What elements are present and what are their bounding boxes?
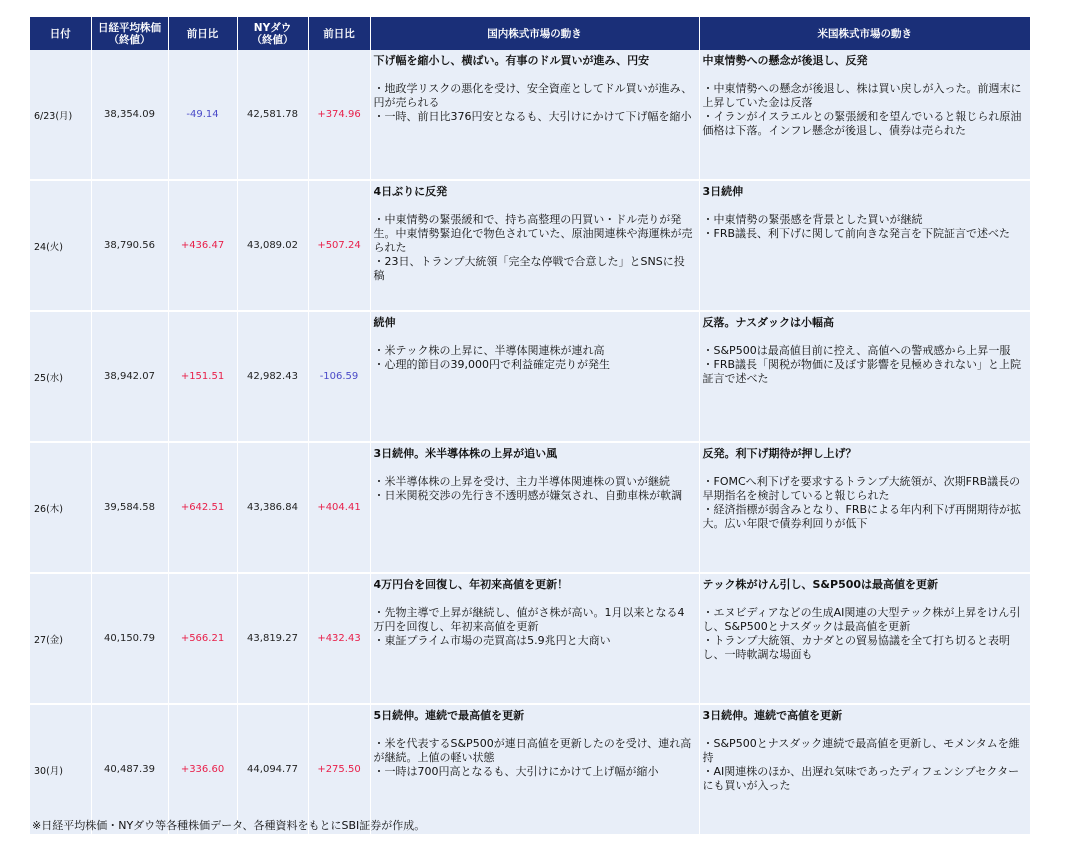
- header-ny: [237, 17, 308, 50]
- nikkei-change-cell: +436.47: [168, 180, 237, 311]
- us-bullet: ・トランプ大統領、カナダとの貿易協議を全て打ち切ると表明し、一時軟調な場面も: [702, 634, 1010, 661]
- table-row: [30, 50, 1030, 180]
- jp-bullet: ・日米関税交渉の先行き不透明感が嫌気され、自動車株が軟調: [373, 489, 683, 502]
- jp-headline: 5日続伸。連続で最高値を更新: [373, 709, 525, 722]
- nikkei-change-cell: +566.21: [168, 573, 237, 704]
- us-headline: 3日続伸: [702, 185, 744, 198]
- nikkei-change-cell: +336.60: [168, 704, 237, 835]
- us-headline: 3日続伸。連続で高値を更新: [702, 709, 843, 722]
- jp-bullet: ・米半導体株の上昇を受け、主力半導体関連株の買いが継続: [373, 475, 671, 488]
- header-nikkei-line2: （終値）: [108, 33, 151, 46]
- nikkei-close-cell: 40,150.79: [91, 573, 168, 704]
- jp-market-cell: [370, 50, 699, 180]
- jp-headline: 下げ幅を縮小し、横ばい。有事のドル買いが進み、円安: [373, 54, 650, 67]
- us-market-cell: [699, 180, 1030, 311]
- jp-market-cell: [370, 180, 699, 311]
- date-cell: 26(木): [30, 442, 91, 573]
- jp-bullet: ・米テック株の上昇に、半導体関連株が連れ高: [373, 344, 605, 357]
- header-us-market: 米国株式市場の動き: [699, 17, 1030, 50]
- table-row: [30, 311, 1030, 442]
- date-cell: 6/23(月): [30, 50, 91, 180]
- us-headline: 反落。ナスダックは小幅高: [702, 316, 835, 329]
- us-bullet: ・AI関連株のほか、出遅れ気味であったディフェンシブセクターにも買いが入った: [702, 765, 1020, 792]
- jp-bullet: ・米を代表するS&P500が連日高値を更新したのを受け、連れ高が継続。上値の軽い状態: [373, 737, 692, 764]
- table-header-row: [30, 17, 1030, 50]
- nikkei-close-cell: 38,942.07: [91, 311, 168, 442]
- jp-headline: 3日続伸。米半導体株の上昇が追い風: [373, 447, 558, 460]
- date-cell: 24(火): [30, 180, 91, 311]
- nikkei-close-cell: 38,790.56: [91, 180, 168, 311]
- ny-change-cell: -106.59: [308, 311, 370, 442]
- footnote: ※日経平均株価・NYダウ等各種株価データ、各種資料をもとにSBI証券が作成。: [32, 819, 426, 832]
- ny-change-cell: +432.43: [308, 573, 370, 704]
- ny-close-cell: 43,089.02: [237, 180, 308, 311]
- us-bullet: ・FRB議長、利下げに関して前向きな発言を下院証言で述べた: [702, 227, 1011, 240]
- table-row: [30, 704, 1030, 835]
- us-bullet: ・中東情勢の緊張感を背景とした買いが継続: [702, 213, 923, 226]
- us-bullet: ・FRB議長「関税が物価に及ぼす影響を見極めきれない」と上院証言で述べた: [702, 358, 1022, 385]
- us-market-cell: [699, 573, 1030, 704]
- ny-change-cell: +507.24: [308, 180, 370, 311]
- jp-bullet: ・中東情勢の緊張緩和で、持ち高整理の円買い・ドル売りが発生。中東情勢緊迫化で物色されていた、原油関連株や海運株が売られた: [373, 213, 693, 254]
- us-bullet: ・FOMCへ利下げを要求するトランプ大統領が、次期FRB議長の早期指名を検討していると報じられた: [702, 475, 1021, 502]
- us-bullet: ・S&P500とナスダック連続で最高値を更新し、モメンタムを維持: [702, 737, 1020, 764]
- jp-bullet: ・一時は700円高となるも、大引けにかけて上げ幅が縮小: [373, 765, 659, 778]
- header-date: 日付: [30, 17, 91, 50]
- ny-close-cell: 43,819.27: [237, 573, 308, 704]
- date-cell: 30(月): [30, 704, 91, 835]
- market-summary-table: [30, 17, 1030, 836]
- table-row: [30, 180, 1030, 311]
- header-nikkei-line1: 日経平均株価: [98, 21, 161, 34]
- nikkei-change-cell: -49.14: [168, 50, 237, 180]
- jp-market-cell: [370, 573, 699, 704]
- ny-change-cell: +374.96: [308, 50, 370, 180]
- jp-market-cell: [370, 311, 699, 442]
- us-headline: テック株がけん引し、S&P500は最高値を更新: [702, 578, 939, 591]
- jp-bullet: ・一時、前日比376円安となるも、大引けにかけて下げ幅を縮小: [373, 110, 692, 123]
- us-bullet: ・経済指標が弱含みとなり、FRBによる年内利下げ再開期待が拡大。広い年限で債券利回りが低下: [702, 503, 1022, 530]
- header-nikkei: [91, 17, 168, 50]
- jp-headline: 4日ぶりに反発: [373, 185, 448, 198]
- jp-bullet: ・23日、トランプ大統領「完全な停戦で合意した」とSNSに投稿: [373, 255, 685, 282]
- jp-headline: 続伸: [373, 316, 396, 329]
- ny-close-cell: 42,581.78: [237, 50, 308, 180]
- us-bullet: ・中東情勢への懸念が後退し、株は買い戻しが入った。前週末に上昇していた金は反落: [702, 82, 1022, 109]
- nikkei-close-cell: 39,584.58: [91, 442, 168, 573]
- table-row: [30, 442, 1030, 573]
- nikkei-close-cell: 38,354.09: [91, 50, 168, 180]
- jp-bullet: ・心理的節目の39,000円で利益確定売りが発生: [373, 358, 610, 371]
- us-market-cell: [699, 50, 1030, 180]
- ny-change-cell: +404.41: [308, 442, 370, 573]
- table-row: [30, 573, 1030, 704]
- jp-headline: 4万円台を回復し、年初来高値を更新！: [373, 578, 569, 591]
- nikkei-change-cell: +642.51: [168, 442, 237, 573]
- market-table-container: [30, 17, 1030, 836]
- jp-market-cell: [370, 704, 699, 835]
- us-market-cell: [699, 704, 1030, 835]
- date-cell: 27(金): [30, 573, 91, 704]
- us-bullet: ・エヌビディアなどの生成AI関連の大型テック株が上昇をけん引し、S&P500とナスダックは最高値を更新: [702, 606, 1021, 633]
- us-market-cell: [699, 311, 1030, 442]
- us-headline: 中東情勢への懸念が後退し、反発: [702, 54, 868, 67]
- ny-change-cell: +275.50: [308, 704, 370, 835]
- header-ny-line1: NYダウ: [253, 21, 292, 34]
- jp-market-cell: [370, 442, 699, 573]
- ny-close-cell: 42,982.43: [237, 311, 308, 442]
- us-headline: 反発。利下げ期待が押し上げ？: [702, 447, 857, 460]
- jp-bullet: ・地政学リスクの悪化を受け、安全資産としてドル買いが進み、円が売られる: [373, 82, 693, 109]
- header-ny-line2: （終値）: [251, 33, 294, 46]
- us-market-cell: [699, 442, 1030, 573]
- date-cell: 25(水): [30, 311, 91, 442]
- header-nikkei-change: 前日比: [168, 17, 237, 50]
- jp-bullet: ・先物主導で上昇が継続し、値がさ株が高い。1月以来となる4万円を回復し、年初来高値を更新: [373, 606, 685, 633]
- ny-close-cell: 44,094.77: [237, 704, 308, 835]
- ny-close-cell: 43,386.84: [237, 442, 308, 573]
- header-jp-market: 国内株式市場の動き: [370, 17, 699, 50]
- nikkei-change-cell: +151.51: [168, 311, 237, 442]
- us-bullet: ・S&P500は最高値目前に控え、高値への警戒感から上昇一服: [702, 344, 1011, 357]
- us-bullet: ・イランがイスラエルとの緊張緩和を望んでいると報じられ原油価格は下落。インフレ懸念が後退し、債券は売られた: [702, 110, 1022, 137]
- header-ny-change: 前日比: [308, 17, 370, 50]
- nikkei-close-cell: 40,487.39: [91, 704, 168, 835]
- jp-bullet: ・東証プライム市場の売買高は5.9兆円と大商い: [373, 634, 611, 647]
